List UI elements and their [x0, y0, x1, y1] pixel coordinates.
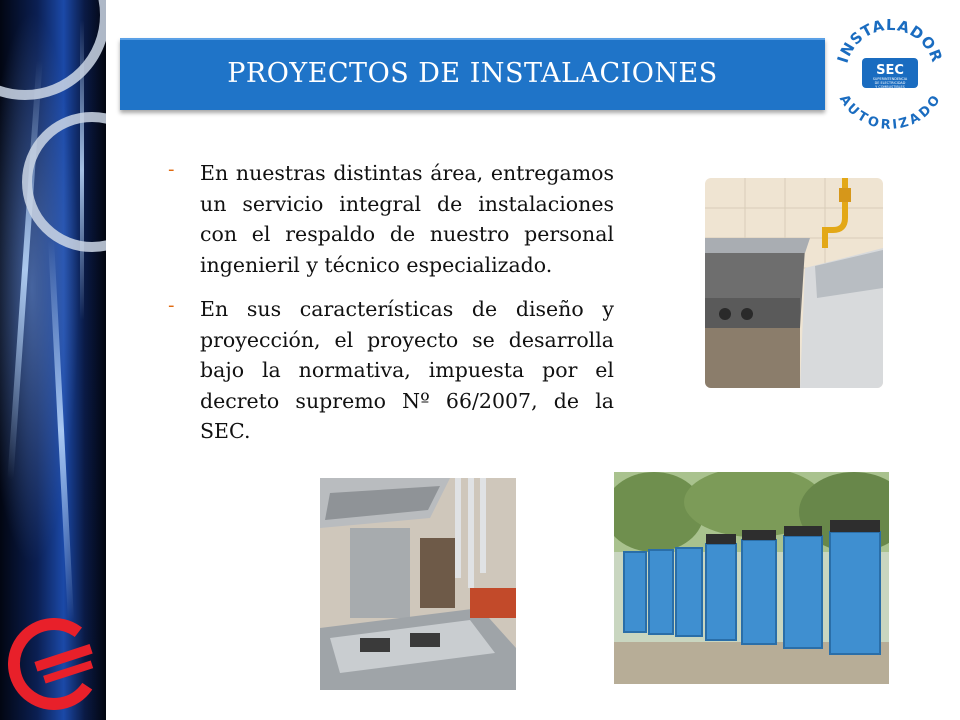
badge-subtext-3: Y COMBUSTIBLES	[875, 85, 905, 89]
badge-bottom-text: AUTORIZADO	[835, 92, 944, 130]
decorative-ring	[0, 0, 106, 100]
bullet-item	[168, 294, 614, 447]
light-streak	[7, 60, 42, 479]
page-title: PROYECTOS DE INSTALACIONES	[227, 58, 718, 89]
badge-subtext-1: SUPERINTENDENCIA	[872, 77, 908, 81]
kitchen-stove-photo	[705, 178, 883, 388]
bullet-list	[168, 158, 614, 461]
bullet-marker: -	[168, 295, 175, 316]
side-decorative-band	[0, 0, 106, 720]
svg-text:INSTALADOR	[834, 16, 947, 65]
instalador-autorizado-badge	[832, 14, 948, 130]
badge-brand: SEC	[876, 63, 904, 78]
title-bar	[120, 38, 825, 110]
bullet-text: En sus características de diseño y proyección, el proyecto se desarrolla bajo la normativa, impuesta por el decreto supremo Nº 66/2007, de la SEC.	[200, 297, 614, 443]
badge-top-text: INSTALADOR	[833, 15, 947, 66]
bullet-text: En nuestras distintas área, entregamos un servicio integral de instalaciones con el respaldo de nuestro personal ingenieril y técnico especializado.	[200, 161, 614, 277]
bullet-item	[168, 158, 614, 280]
bullet-marker: -	[168, 159, 175, 180]
svg-text:AUTORIZADO	[836, 92, 944, 130]
gas-meter-cabinets-photo	[614, 472, 889, 684]
company-logo-icon	[8, 618, 100, 710]
badge-subtext-2: DE ELECTRICIDAD	[874, 81, 906, 85]
industrial-kitchen-photo	[320, 478, 516, 690]
light-streak	[48, 240, 74, 620]
